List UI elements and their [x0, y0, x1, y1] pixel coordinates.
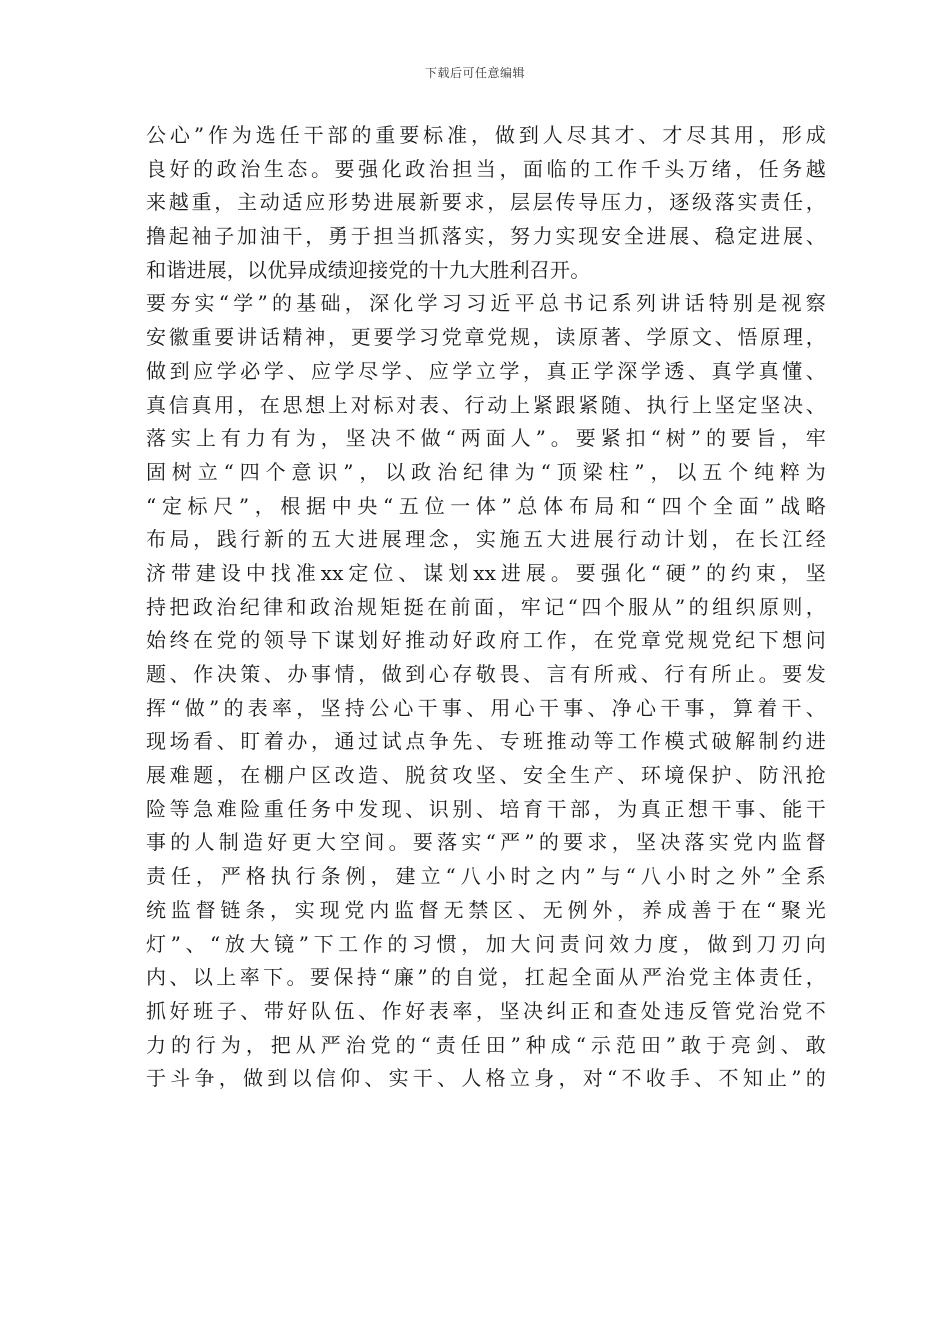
text-line: 布局，践行新的五大进展理念，实施五大进展行动计划，在长江经 [146, 527, 826, 552]
text-line: 真信真用，在思想上对标对表、行动上紧跟紧随、执行上坚定坚决、 [146, 392, 826, 417]
text-line: 题、作决策、办事情，做到心存敬畏、言有所戒、行有所止。要发 [146, 662, 826, 686]
text-line: 险等急难险重任务中发现、识别、培育干部，为真正想干事、能干 [146, 796, 826, 821]
text-line: 抓好班子、带好队伍、作好表率，坚决纠正和查处违反管党治党不 [146, 998, 826, 1023]
text-line: 统监督链条，实现党内监督无禁区、无例外，养成善于在“聚光 [146, 897, 826, 922]
text-line: 现场看、盯着办，通过试点争先、专班推动等工作模式破解制约进 [146, 729, 826, 754]
text-line: 于斗争，做到以信仰、实干、人格立身，对“不收手、不知止”的 [146, 1066, 826, 1091]
text-line: “定标尺”，根据中央“五位一体”总体布局和“四个全面”战略 [146, 493, 826, 518]
text-line: 和谐进展，以优异成绩迎接党的十九大胜利召开。 [146, 257, 591, 282]
text-line: 良好的政治生态。要强化政治担当，面临的工作千头万绪，任务越 [146, 156, 826, 181]
text-line: 展难题，在棚户区改造、脱贫攻坚、安全生产、环境保护、防汛抢 [146, 763, 826, 788]
text-line: 固树立“四个意识”，以政治纪律为“顶梁柱”，以五个纯粹为 [146, 459, 826, 484]
text-line: 责任，严格执行条例，建立“八小时之内”与“八小时之外”全系 [146, 864, 826, 889]
text-line: 始终在党的领导下谋划好推动好政府工作，在党章党规党纪下想问 [146, 628, 826, 653]
text-line: 力的行为，把从严治党的“责任田”种成“示范田”敢于亮剑、敢 [146, 1032, 826, 1057]
text-line: 来越重，主动适应形势进展新要求，层层传导压力，逐级落实责任， [146, 190, 826, 215]
text-line: 事的人制造好更大空间。要落实“严”的要求，坚决落实党内监督 [146, 830, 826, 855]
text-line: 济带建设中找准xx定位、谋划xx进展。要强化“硬”的约束，坚 [146, 560, 826, 585]
text-line: 灯”、“放大镜”下工作的习惯，加大问责问效力度，做到刀刃向 [146, 931, 826, 956]
page-header: 下载后可任意编辑 [424, 66, 525, 80]
text-line: 落实上有力有为，坚决不做“两面人”。要紧扣“树”的要旨，牢 [146, 426, 826, 451]
text-line: 内、以上率下。要保持“廉”的自觉，扛起全面从严治党主体责任， [146, 965, 826, 990]
text-line: 安徽重要讲话精神，更要学习党章党规，读原著、学原文、悟原理， [146, 325, 826, 350]
text-line: 挥“做”的表率，坚持公心干事、用心干事、净心干事，算着干、 [146, 695, 826, 720]
document-body [146, 119, 826, 1096]
text-line: 撸起袖子加油干，勇于担当抓落实，努力实现安全进展、稳定进展、 [146, 224, 826, 249]
text-line: 持把政治纪律和政治规矩挺在前面，牢记“四个服从”的组织原则， [146, 594, 826, 619]
text-line: 做到应学必学、应学尽学、应学立学，真正学深学透、真学真懂、 [146, 358, 826, 383]
text-line: 公心”作为选任干部的重要标准，做到人尽其才、才尽其用，形成 [146, 123, 826, 147]
text-line: 要夯实“学”的基础，深化学习习近平总书记系列讲话特别是视察 [146, 291, 826, 316]
